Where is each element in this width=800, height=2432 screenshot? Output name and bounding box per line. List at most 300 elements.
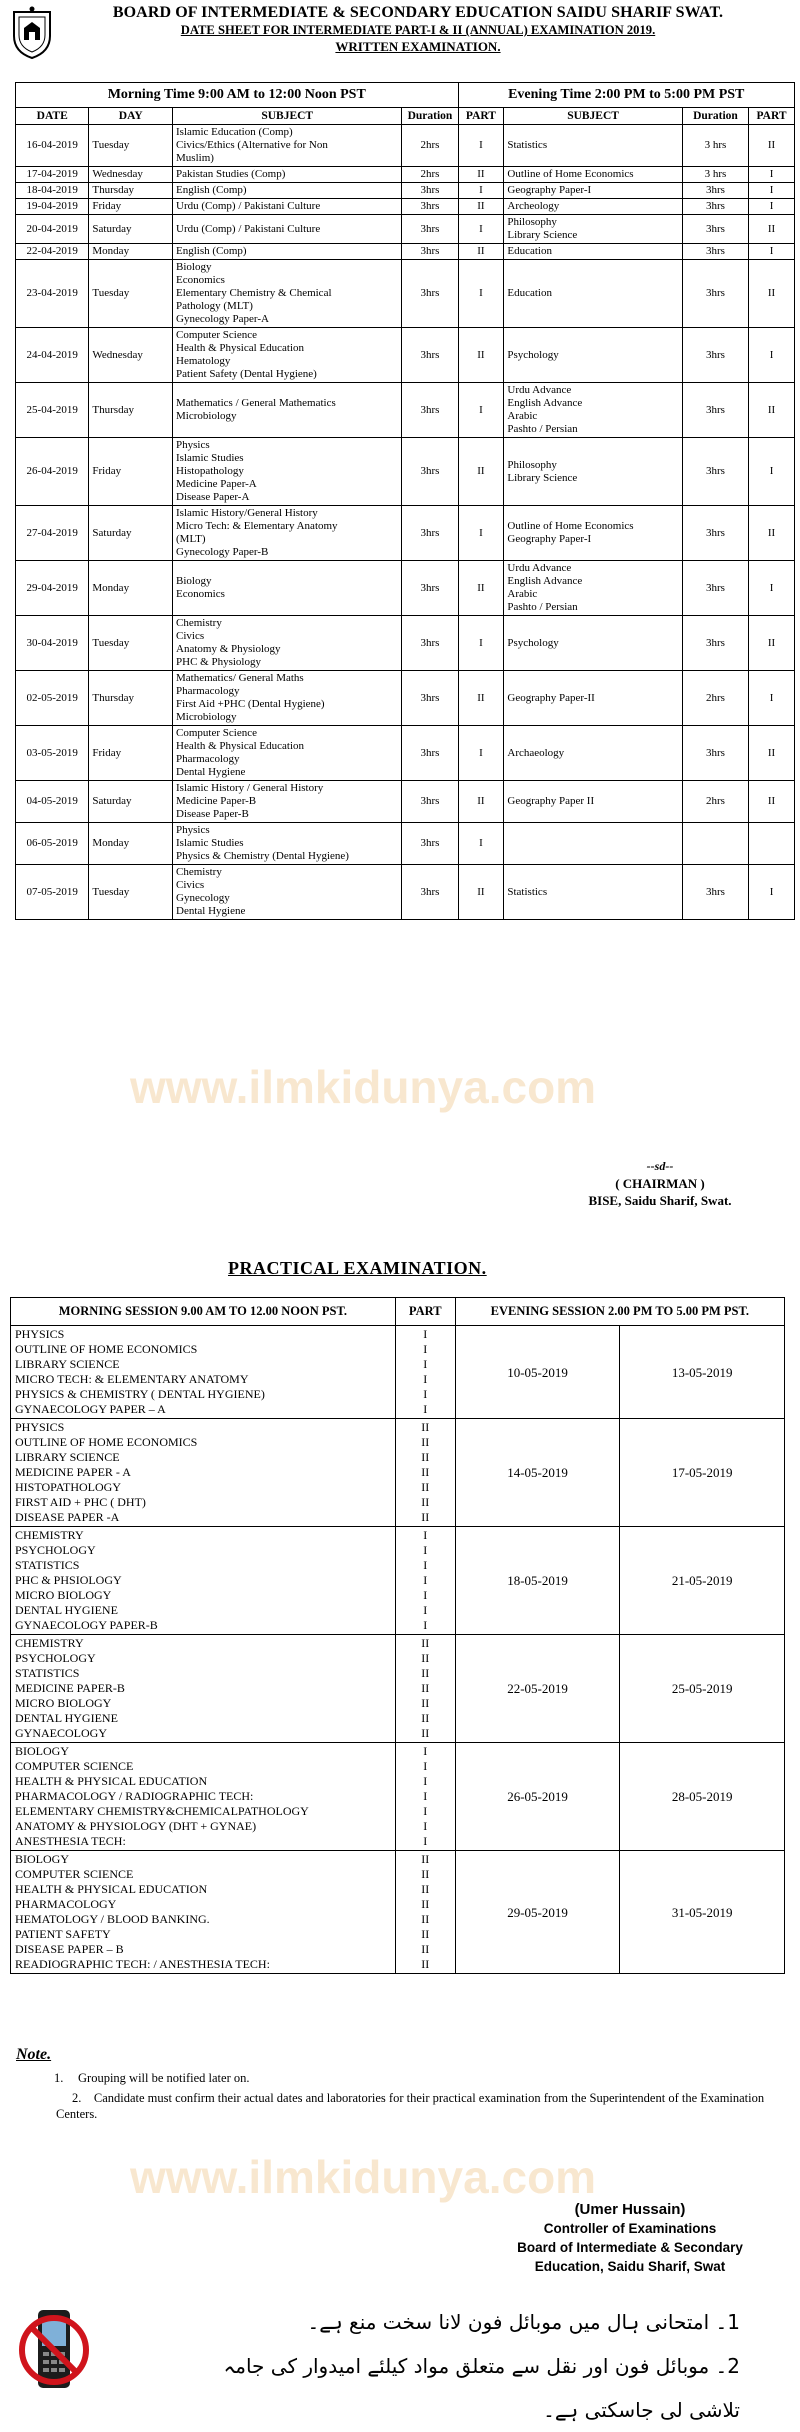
morning-subjects <box>173 328 402 383</box>
practical-date: 28-05-2019 <box>620 1743 785 1851</box>
col-day: DAY <box>89 108 173 125</box>
col-evening-session: EVENING SESSION 2.00 PM TO 5.00 PM PST. <box>455 1298 784 1326</box>
exam-day: Monday <box>89 244 173 260</box>
practical-part: II <box>421 1852 430 1866</box>
practical-part: II <box>421 1510 430 1524</box>
evening-part: II <box>749 506 795 561</box>
practical-date: 21-05-2019 <box>620 1527 785 1635</box>
subject-line: Mathematics / General Mathematics <box>176 397 336 409</box>
practical-subject: COMPUTER SCIENCE <box>15 1867 134 1881</box>
subject-line: Outline of Home Economics <box>507 520 634 532</box>
written-exam-row <box>16 506 795 561</box>
practical-subject: STATISTICS <box>15 1558 80 1572</box>
written-exam-rows <box>16 125 795 920</box>
subject-line: Biology <box>176 575 212 587</box>
evening-part: I <box>749 183 795 199</box>
practical-part: I <box>423 1558 428 1572</box>
exam-day: Thursday <box>89 183 173 199</box>
signature-title: ( CHAIRMAN ) <box>615 1176 705 1191</box>
exam-date: 22-04-2019 <box>16 244 89 260</box>
exam-date: 17-04-2019 <box>16 167 89 183</box>
subject-line: Pharmacology <box>176 685 240 697</box>
morning-duration: 2hrs <box>402 125 458 167</box>
morning-part: I <box>458 125 504 167</box>
practical-part: I <box>423 1528 428 1542</box>
evening-subjects <box>504 383 682 438</box>
subject-line: Pashto / Persian <box>507 601 578 613</box>
practical-part: II <box>421 1651 430 1665</box>
evening-duration: 3 hrs <box>682 125 748 167</box>
evening-duration: 3hrs <box>682 183 748 199</box>
morning-subjects <box>173 383 402 438</box>
controller-org-line2: Education, Saidu Sharif, Swat <box>534 2259 726 2274</box>
written-exam-row <box>16 781 795 823</box>
practical-part: II <box>421 1912 430 1926</box>
practical-parts <box>395 1743 455 1851</box>
practical-part: I <box>423 1357 428 1371</box>
evening-duration: 3hrs <box>682 726 748 781</box>
exam-date: 06-05-2019 <box>16 823 89 865</box>
morning-subjects <box>173 616 402 671</box>
practical-parts <box>395 1527 455 1635</box>
practical-part: II <box>421 1942 430 1956</box>
morning-session-header: Morning Time 9:00 AM to 12:00 Noon PST <box>16 83 459 108</box>
practical-part: I <box>423 1327 428 1341</box>
evening-subjects <box>504 260 682 328</box>
evening-part: I <box>749 167 795 183</box>
subject-line: Mathematics/ General Maths <box>176 672 304 684</box>
practical-part: I <box>423 1789 428 1803</box>
practical-exam-title: PRACTICAL EXAMINATION. <box>228 1258 487 1278</box>
written-exam-row <box>16 244 795 260</box>
morning-duration: 3hrs <box>402 823 458 865</box>
practical-part: I <box>423 1372 428 1386</box>
subject-line: Islamic History/General History <box>176 507 318 519</box>
evening-subjects <box>504 438 682 506</box>
morning-subjects <box>173 726 402 781</box>
practical-subject: READIOGRAPHIC TECH: / ANESTHESIA TECH: <box>15 1957 270 1971</box>
subject-line: Health & Physical Education <box>176 342 305 354</box>
subject-line: Islamic History / General History <box>176 782 324 794</box>
note-item <box>16 2070 786 2086</box>
written-exam-row <box>16 199 795 215</box>
morning-duration: 3hrs <box>402 438 458 506</box>
evening-duration: 3hrs <box>682 438 748 506</box>
evening-subjects <box>504 865 682 920</box>
practical-subjects <box>11 1419 396 1527</box>
subject-line: Chemistry <box>176 617 222 629</box>
morning-subjects <box>173 561 402 616</box>
morning-duration: 3hrs <box>402 183 458 199</box>
exam-date: 02-05-2019 <box>16 671 89 726</box>
morning-subjects <box>173 260 402 328</box>
morning-subjects <box>173 215 402 244</box>
signature-sd: --sd-- <box>646 1159 674 1173</box>
practical-group-row <box>11 1635 785 1743</box>
morning-part: I <box>458 823 504 865</box>
note-number: 2. <box>72 2091 82 2105</box>
evening-part: I <box>749 671 795 726</box>
practical-group-row <box>11 1851 785 1974</box>
practical-part: I <box>423 1744 428 1758</box>
practical-part: II <box>421 1666 430 1680</box>
evening-part: I <box>749 438 795 506</box>
evening-part: II <box>749 383 795 438</box>
practical-subject: GYNAECOLOGY <box>15 1726 107 1740</box>
controller-name: (Umer Hussain) <box>574 2201 686 2218</box>
practical-part: II <box>421 1495 430 1509</box>
practical-subject: ANESTHESIA TECH: <box>15 1834 126 1848</box>
morning-part: II <box>458 244 504 260</box>
morning-subjects <box>173 244 402 260</box>
subject-line: Physics <box>176 824 210 836</box>
exam-day: Monday <box>89 823 173 865</box>
practical-part: II <box>421 1636 430 1650</box>
practical-part: I <box>423 1759 428 1773</box>
subject-line: English Advance <box>507 397 583 409</box>
written-exam-title: WRITTEN EXAMINATION. <box>335 39 501 54</box>
watermark: www.ilmkidunya.com <box>130 1061 597 1113</box>
practical-exam-rows <box>11 1326 785 1974</box>
morning-part: II <box>458 328 504 383</box>
practical-date: 14-05-2019 <box>455 1419 620 1527</box>
morning-part: II <box>458 781 504 823</box>
subject-line: Anatomy & Physiology <box>176 643 281 655</box>
subject-line: Hematology <box>176 355 231 367</box>
subject-line: Pharmacology <box>176 753 240 765</box>
subject-line: Statistics <box>507 885 548 898</box>
practical-subject: MEDICINE PAPER-B <box>15 1681 125 1695</box>
subject-line: Civics <box>176 630 205 642</box>
evening-duration: 2hrs <box>682 781 748 823</box>
evening-part: I <box>749 244 795 260</box>
practical-subject: MICRO BIOLOGY <box>15 1588 112 1602</box>
exam-date: 19-04-2019 <box>16 199 89 215</box>
watermark: www.ilmkidunya.com <box>130 2151 597 2203</box>
morning-subjects <box>173 199 402 215</box>
col-morning-session: MORNING SESSION 9.00 AM TO 12.00 NOON PST. <box>11 1298 396 1326</box>
exam-day: Saturday <box>89 215 173 244</box>
morning-duration: 3hrs <box>402 260 458 328</box>
subject-line: Computer Science <box>176 329 257 341</box>
morning-subjects <box>173 438 402 506</box>
subject-line: Elementary Chemistry & Chemical <box>176 287 332 299</box>
morning-part: II <box>458 199 504 215</box>
subject-line: Geography Paper II <box>507 795 595 807</box>
col-evening-part: PART <box>749 108 795 125</box>
col-evening-subject: SUBJECT <box>504 108 682 125</box>
evening-duration: 3hrs <box>682 865 748 920</box>
morning-part: I <box>458 260 504 328</box>
header <box>0 0 800 78</box>
exam-day: Thursday <box>89 383 173 438</box>
morning-subjects <box>173 781 402 823</box>
practical-date: 29-05-2019 <box>455 1851 620 1974</box>
exam-day: Tuesday <box>89 260 173 328</box>
practical-parts <box>395 1635 455 1743</box>
practical-subject: DENTAL HYGIENE <box>15 1711 118 1725</box>
exam-day: Tuesday <box>89 616 173 671</box>
evening-duration: 3hrs <box>682 383 748 438</box>
practical-part: II <box>421 1927 430 1941</box>
exam-day: Monday <box>89 561 173 616</box>
subject-line: Microbiology <box>176 410 237 422</box>
practical-exam-table <box>10 1297 785 1974</box>
subject-line: Psychology <box>507 636 559 649</box>
exam-date: 30-04-2019 <box>16 616 89 671</box>
subject-line: Archeology <box>507 200 560 212</box>
exam-day: Friday <box>89 199 173 215</box>
practical-subject: PHYSICS <box>15 1327 65 1341</box>
practical-subject: OUTLINE OF HOME ECONOMICS <box>15 1435 198 1449</box>
morning-part: II <box>458 865 504 920</box>
written-exam-row <box>16 328 795 383</box>
practical-subject: LIBRARY SCIENCE <box>15 1450 120 1464</box>
board-logo-icon <box>10 6 54 60</box>
evening-subjects <box>504 125 682 167</box>
subject-line: Chemistry <box>176 866 222 878</box>
practical-date: 22-05-2019 <box>455 1635 620 1743</box>
exam-date: 07-05-2019 <box>16 865 89 920</box>
morning-subjects <box>173 865 402 920</box>
practical-part: I <box>423 1603 428 1617</box>
practical-part: II <box>421 1897 430 1911</box>
date-sheet-title: DATE SHEET FOR INTERMEDIATE PART-I & II (ANNUAL) EXAMINATION 2019. <box>180 23 656 37</box>
urdu-instruction-2: 2۔ موبائل فون اور نقل سے متعلق مواد کیلئے امیدوار کی جامہ تلاشی لی جاسکتی ہے۔ <box>223 2354 740 2422</box>
written-exam-row <box>16 561 795 616</box>
practical-part: II <box>421 1420 430 1434</box>
evening-duration: 3hrs <box>682 199 748 215</box>
subject-line: Economics <box>176 588 225 600</box>
evening-duration: 3hrs <box>682 260 748 328</box>
practical-subject: BIOLOGY <box>15 1852 69 1866</box>
subject-line: Muslim) <box>176 152 214 164</box>
morning-part: I <box>458 726 504 781</box>
col-part: PART <box>395 1298 455 1326</box>
practical-subject: HEALTH & PHYSICAL EDUCATION <box>15 1882 208 1896</box>
evening-part: I <box>749 561 795 616</box>
note-text: Candidate must confirm their actual dates and laboratories for their practical examination from the Superintendent of the Examination Centers. <box>56 2091 765 2121</box>
practical-part: II <box>421 1867 430 1881</box>
subject-line: English (Comp) <box>176 245 247 257</box>
subject-line: Dental Hygiene <box>176 766 246 778</box>
notes-heading: Note. <box>16 2046 52 2063</box>
written-exam-row <box>16 383 795 438</box>
evening-part: II <box>749 125 795 167</box>
subject-line: Physics & Chemistry (Dental Hygiene) <box>176 850 349 862</box>
morning-part: II <box>458 438 504 506</box>
morning-duration: 3hrs <box>402 244 458 260</box>
practical-subject: FIRST AID + PHC ( DHT) <box>15 1495 146 1509</box>
col-evening-duration: Duration <box>682 108 748 125</box>
subject-line: Education <box>507 287 552 299</box>
note-text: Grouping will be notified later on. <box>78 2071 250 2085</box>
subject-line: Urdu Advance <box>507 384 572 396</box>
practical-subject: OUTLINE OF HOME ECONOMICS <box>15 1342 198 1356</box>
subject-line: Arabic <box>507 588 538 600</box>
subject-line: (MLT) <box>176 533 206 545</box>
evening-subjects <box>504 167 682 183</box>
practical-subjects <box>11 1743 396 1851</box>
subject-line: Computer Science <box>176 727 257 739</box>
exam-date: 04-05-2019 <box>16 781 89 823</box>
written-exam-row <box>16 726 795 781</box>
practical-subject: PATIENT SAFETY <box>15 1927 111 1941</box>
evening-session-header: Evening Time 2:00 PM to 5:00 PM PST <box>458 83 795 108</box>
exam-date: 25-04-2019 <box>16 383 89 438</box>
exam-date: 03-05-2019 <box>16 726 89 781</box>
subject-line: Disease Paper-A <box>176 491 250 503</box>
morning-part: I <box>458 215 504 244</box>
morning-duration: 3hrs <box>402 506 458 561</box>
practical-part: I <box>423 1774 428 1788</box>
practical-subject: CHEMISTRY <box>15 1528 84 1542</box>
practical-subject: HEMATOLOGY / BLOOD BANKING. <box>15 1912 210 1926</box>
practical-part: II <box>421 1480 430 1494</box>
header-text <box>58 4 778 55</box>
morning-duration: 3hrs <box>402 199 458 215</box>
subject-line: Geography Paper-I <box>507 184 592 196</box>
subject-line: Microbiology <box>176 711 237 723</box>
written-exam-row <box>16 167 795 183</box>
morning-subjects <box>173 167 402 183</box>
morning-subjects <box>173 671 402 726</box>
morning-subjects <box>173 125 402 167</box>
morning-duration: 3hrs <box>402 781 458 823</box>
evening-part: II <box>749 726 795 781</box>
practical-part: I <box>423 1588 428 1602</box>
evening-duration: 3hrs <box>682 561 748 616</box>
subject-line: Islamic Studies <box>176 452 244 464</box>
exam-day: Wednesday <box>89 328 173 383</box>
exam-date: 18-04-2019 <box>16 183 89 199</box>
practical-group-row <box>11 1326 785 1419</box>
subject-line: Histopathology <box>176 465 244 477</box>
practical-part: II <box>421 1957 430 1971</box>
evening-part <box>749 823 795 865</box>
practical-subject: CHEMISTRY <box>15 1636 84 1650</box>
signature-org: BISE, Saidu Sharif, Swat. <box>588 1193 732 1208</box>
practical-part: II <box>421 1465 430 1479</box>
written-exam-row <box>16 125 795 167</box>
subject-line: Health & Physical Education <box>176 740 305 752</box>
written-exam-row <box>16 865 795 920</box>
evening-duration: 2hrs <box>682 671 748 726</box>
subject-line: Psychology <box>507 348 559 361</box>
morning-duration: 3hrs <box>402 865 458 920</box>
practical-subjects <box>11 1326 396 1419</box>
notes-section <box>16 2046 786 2122</box>
practical-part: II <box>421 1711 430 1725</box>
subject-line: Archaeology <box>507 746 565 759</box>
exam-date: 24-04-2019 <box>16 328 89 383</box>
morning-duration: 3hrs <box>402 328 458 383</box>
practical-date: 17-05-2019 <box>620 1419 785 1527</box>
morning-duration: 3hrs <box>402 671 458 726</box>
morning-part: I <box>458 383 504 438</box>
subject-line: Gynecology <box>176 892 230 904</box>
subject-line: Biology <box>176 261 212 273</box>
chairman-signature <box>560 1158 760 1209</box>
practical-date: 25-05-2019 <box>620 1635 785 1743</box>
written-exam-row <box>16 823 795 865</box>
evening-part: II <box>749 215 795 244</box>
morning-duration: 3hrs <box>402 561 458 616</box>
practical-subjects <box>11 1527 396 1635</box>
evening-subjects <box>504 823 682 865</box>
exam-day: Tuesday <box>89 125 173 167</box>
morning-part: I <box>458 506 504 561</box>
morning-duration: 3hrs <box>402 383 458 438</box>
practical-subject: PSYCHOLOGY <box>15 1543 96 1557</box>
practical-part: I <box>423 1342 428 1356</box>
exam-day: Thursday <box>89 671 173 726</box>
practical-part: I <box>423 1834 428 1848</box>
controller-title: Controller of Examinations <box>543 2221 717 2236</box>
subject-line: First Aid +PHC (Dental Hygiene) <box>176 698 325 710</box>
subject-line: Pathology (MLT) <box>176 300 253 312</box>
exam-day: Friday <box>89 726 173 781</box>
morning-duration: 2hrs <box>402 167 458 183</box>
subject-line: Medicine Paper-A <box>176 478 257 490</box>
practical-part: II <box>421 1882 430 1896</box>
col-morning-subject: SUBJECT <box>173 108 402 125</box>
written-exam-row <box>16 616 795 671</box>
subject-line: Islamic Education (Comp) <box>176 126 293 138</box>
subject-line: Geography Paper-II <box>507 691 595 704</box>
subject-line: Islamic Studies <box>176 837 244 849</box>
written-exam-row <box>16 215 795 244</box>
morning-duration: 3hrs <box>402 616 458 671</box>
morning-part: I <box>458 183 504 199</box>
practical-subject: PHYSICS & CHEMISTRY ( DENTAL HYGIENE) <box>15 1387 265 1401</box>
practical-subject: COMPUTER SCIENCE <box>15 1759 134 1773</box>
evening-duration: 3hrs <box>682 506 748 561</box>
morning-subjects <box>173 183 402 199</box>
practical-date: 31-05-2019 <box>620 1851 785 1974</box>
exam-date: 27-04-2019 <box>16 506 89 561</box>
exam-day: Friday <box>89 438 173 506</box>
morning-part: II <box>458 167 504 183</box>
practical-subject: STATISTICS <box>15 1666 80 1680</box>
exam-date: 26-04-2019 <box>16 438 89 506</box>
evening-subjects <box>504 199 682 215</box>
exam-day: Saturday <box>89 781 173 823</box>
evening-subjects <box>504 183 682 199</box>
practical-part: I <box>423 1819 428 1833</box>
practical-part: I <box>423 1387 428 1401</box>
board-name: BOARD OF INTERMEDIATE & SECONDARY EDUCATION SAIDU SHARIF SWAT. <box>112 4 724 21</box>
practical-part: I <box>423 1402 428 1416</box>
practical-subject: MEDICINE PAPER - A <box>15 1465 131 1479</box>
morning-duration: 3hrs <box>402 726 458 781</box>
evening-subjects <box>504 215 682 244</box>
subject-line: Arabic <box>507 410 538 422</box>
subject-line: Micro Tech: & Elementary Anatomy <box>176 520 338 532</box>
practical-subject: MICRO TECH: & ELEMENTARY ANATOMY <box>15 1372 249 1386</box>
subject-line: Pakistan Studies (Comp) <box>176 168 286 180</box>
evening-subjects <box>504 781 682 823</box>
practical-subject: GYNAECOLOGY PAPER – A <box>15 1402 166 1416</box>
practical-date: 18-05-2019 <box>455 1527 620 1635</box>
evening-part: I <box>749 199 795 215</box>
exam-day: Tuesday <box>89 865 173 920</box>
subject-line: Philosophy <box>507 458 557 471</box>
practical-subject: GYNAECOLOGY PAPER-B <box>15 1618 158 1632</box>
practical-subjects <box>11 1851 396 1974</box>
practical-part: II <box>421 1681 430 1695</box>
morning-part: I <box>458 616 504 671</box>
